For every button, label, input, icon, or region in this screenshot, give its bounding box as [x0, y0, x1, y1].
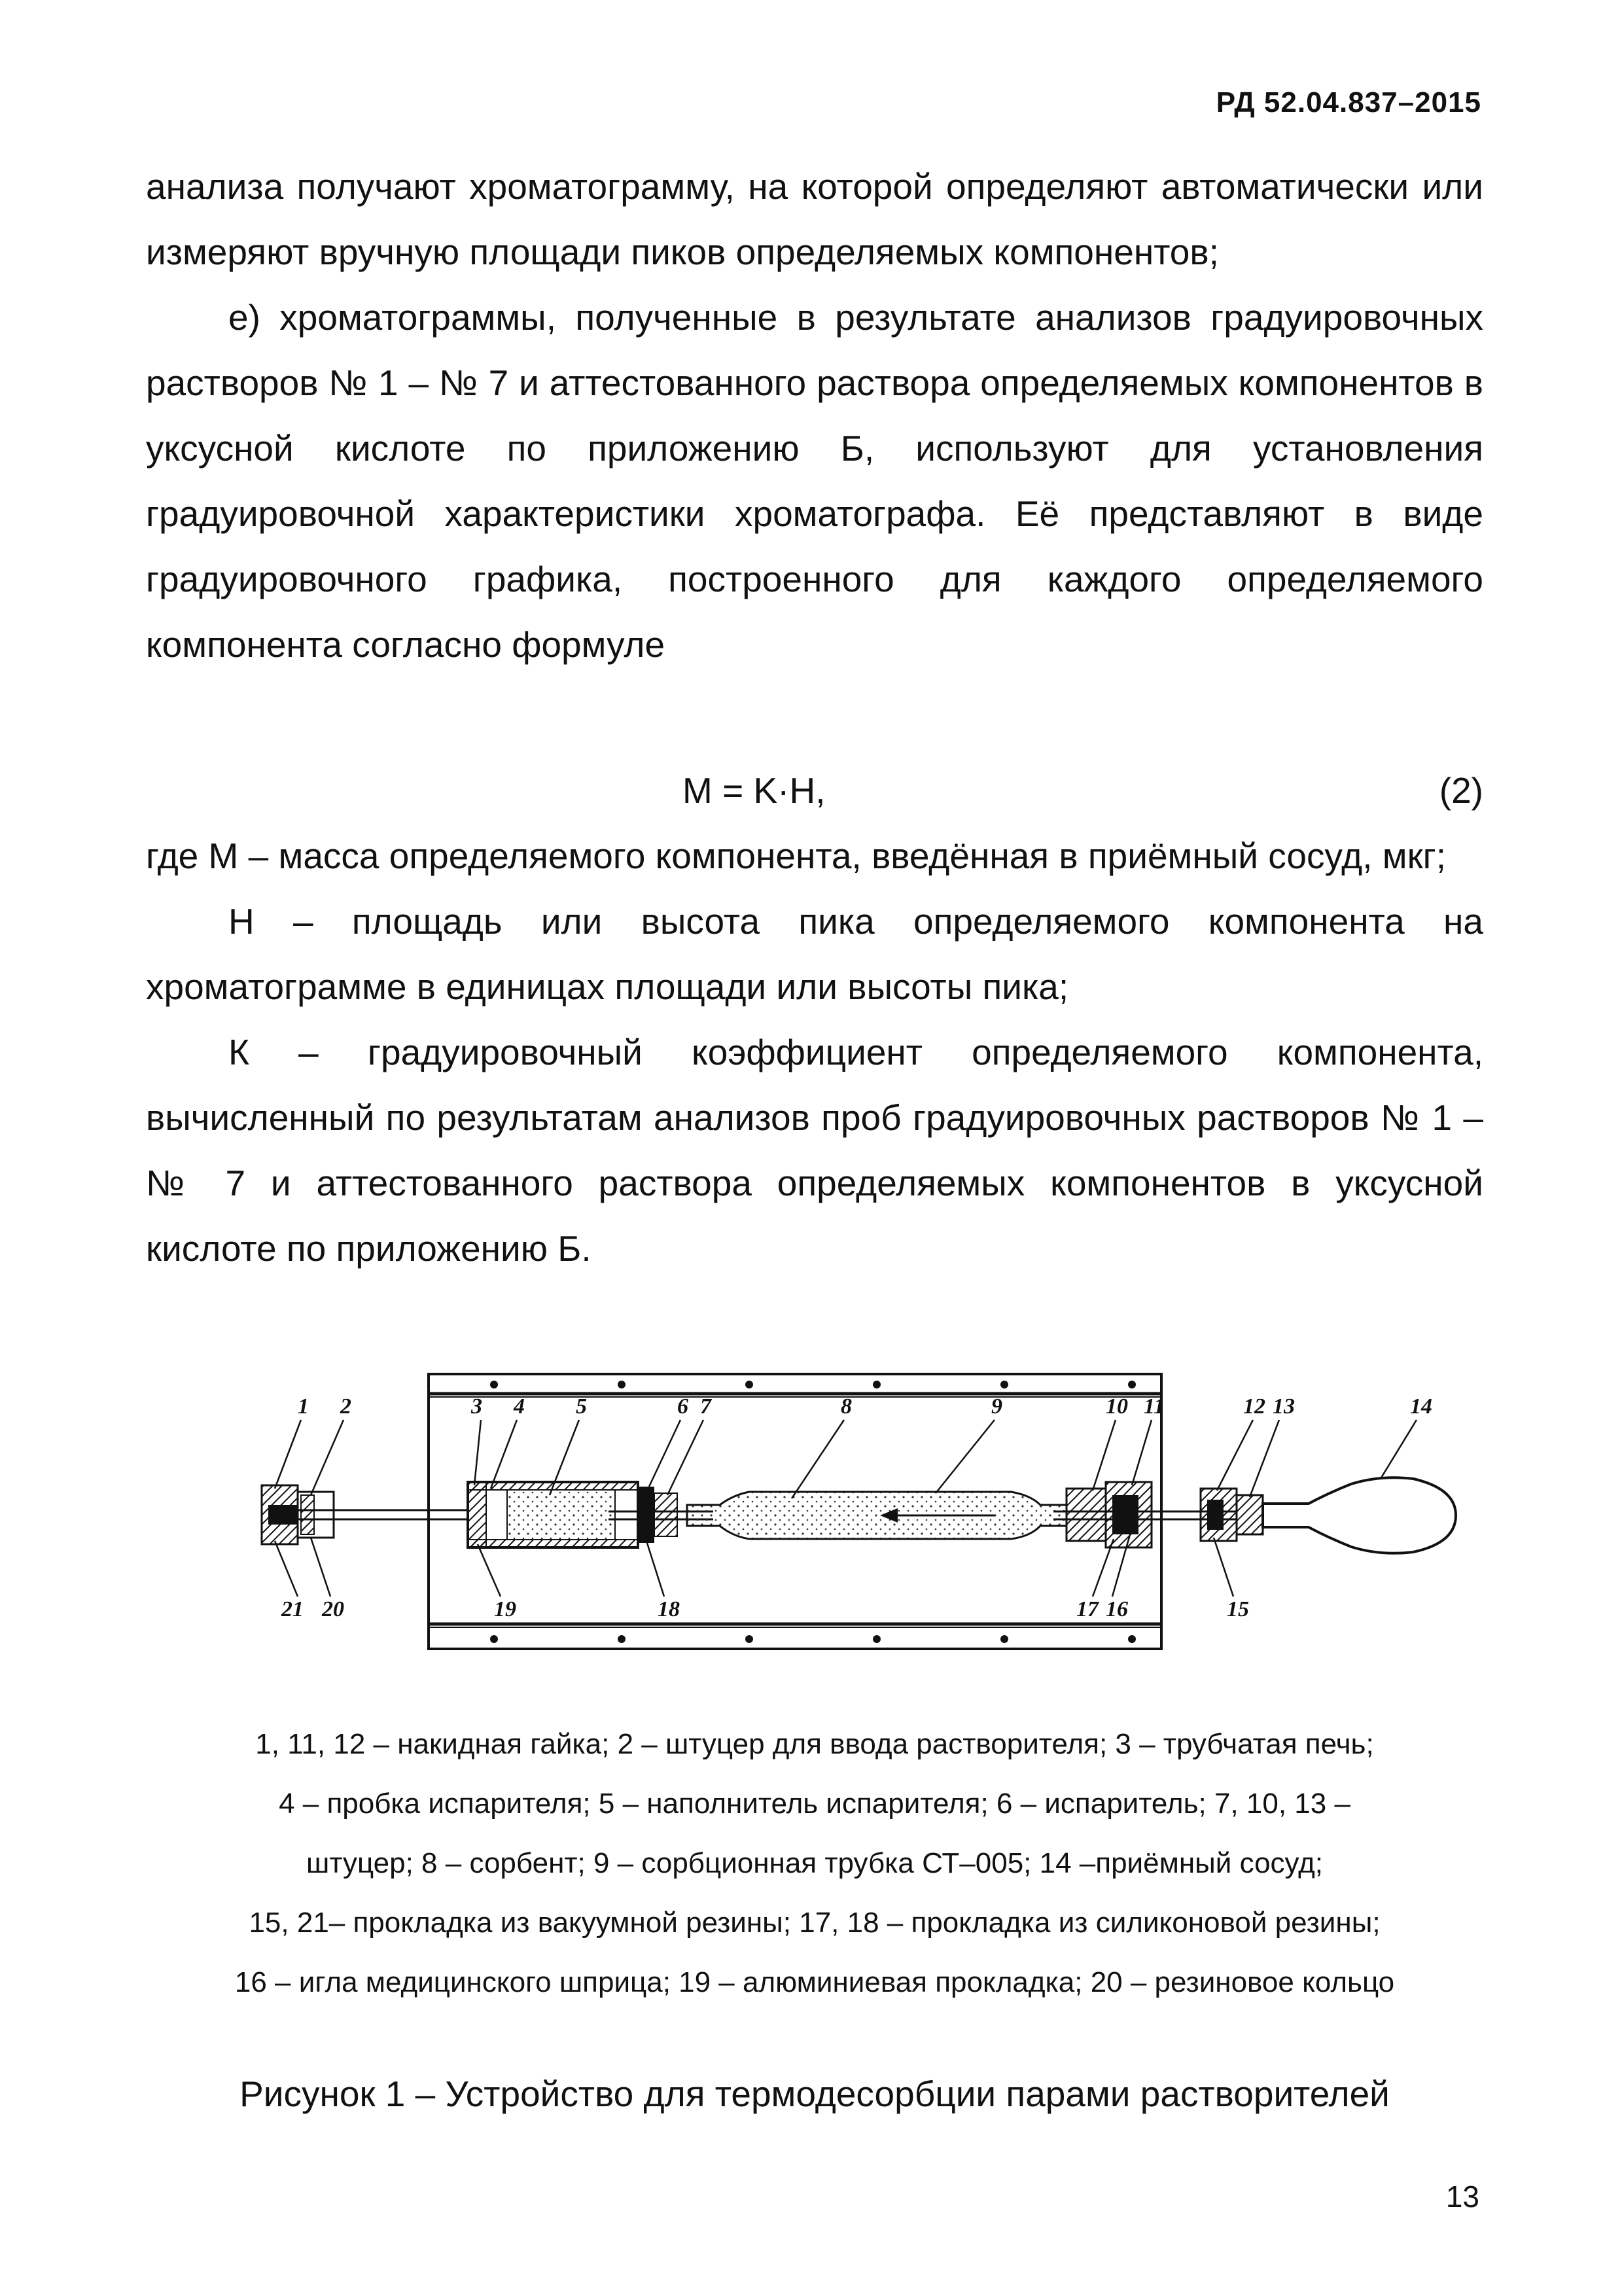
paragraph-continuation: анализа получают хроматограмму, на которой определяют автоматически или измеряют вручную площади пиков определяемых компонентов;	[146, 166, 1483, 272]
callout-5: 5	[576, 1394, 587, 1419]
callout-4: 4	[514, 1394, 525, 1419]
document-code: РД 52.04.837–2015	[1216, 86, 1481, 118]
callout-2: 2	[340, 1394, 351, 1419]
paragraph-item-e: е) хроматограммы, полученные в результате анализов градуировочных растворов № 1 – № 7 и аттестованного раствора определяемых компонентов в уксусной кислоте по приложению Б, используют для установления градуировочной характеристики хроматографа. Её представляют в виде градуировочного графика, построенного для каждого определяемого компонента согласно формуле	[146, 297, 1483, 665]
callout-12: 12	[1243, 1394, 1265, 1419]
callout-3: 3	[471, 1394, 482, 1419]
definition-k: К – градуировочный коэффициент определяемого компонента, вычисленный по результатам анализов проб градуировочных растворов № 1 – № 7 и аттестованного раствора определяемых компонентов в уксусной кислоте по приложению Б.	[146, 1032, 1483, 1269]
page-number: 13	[1445, 2180, 1479, 2214]
callout-6: 6	[677, 1394, 688, 1419]
definition-h: Н – площадь или высота пика определяемого компонента на хроматограмме в единицах площади или высоты пика;	[146, 901, 1483, 1007]
inlet-fitting	[262, 1485, 484, 1544]
figure-caption: Рисунок 1 – Устройство для термодесорбции парами растворителей	[239, 2074, 1390, 2114]
legend-line: 16 – игла медицинского шприца; 19 – алюминиевая прокладка; 20 – резиновое кольцо	[234, 1966, 1395, 1998]
callout-21: 21	[281, 1597, 304, 1621]
callout-14: 14	[1410, 1394, 1432, 1419]
callout-7: 7	[700, 1394, 711, 1419]
figure-thermodesorption-device	[150, 1348, 1479, 1714]
callout-19: 19	[494, 1597, 516, 1621]
callout-8: 8	[841, 1394, 852, 1419]
figure-legend	[146, 1714, 1483, 2012]
callout-9: 9	[991, 1394, 1002, 1419]
legend-line: 1, 11, 12 – накидная гайка; 2 – штуцер для ввода растворителя; 3 – трубчатая печь;	[255, 1728, 1374, 1760]
callout-17: 17	[1076, 1597, 1099, 1621]
device-drawing	[150, 1348, 1479, 1714]
callout-11: 11	[1144, 1394, 1165, 1419]
formula: M = K·H,	[682, 770, 826, 811]
callout-16: 16	[1106, 1597, 1128, 1621]
callout-13: 13	[1273, 1394, 1295, 1419]
callout-18: 18	[658, 1597, 680, 1621]
evaporator	[468, 1482, 713, 1547]
legend-line: 15, 21– прокладка из вакуумной резины; 17, 18 – прокладка из силиконовой резины;	[249, 1907, 1381, 1939]
callout-15: 15	[1227, 1597, 1249, 1621]
receiving-vessel	[1201, 1477, 1456, 1553]
body-text-definitions	[146, 823, 1483, 1281]
sorption-tube	[687, 1492, 1067, 1539]
callout-1: 1	[298, 1394, 309, 1419]
body-text-top	[146, 154, 1483, 677]
callout-10: 10	[1106, 1394, 1128, 1419]
definition-m: где М – масса определяемого компонента, введённая в приёмный сосуд, мкг;	[146, 836, 1447, 876]
legend-line: 4 – пробка испарителя; 5 – наполнитель испарителя; 6 – испаритель; 7, 10, 13 –	[279, 1788, 1350, 1820]
callout-20: 20	[322, 1597, 344, 1621]
formula-number: (2)	[1439, 770, 1483, 811]
legend-line: штуцер; 8 – сорбент; 9 – сорбционная трубка СТ–005; 14 –приёмный сосуд;	[306, 1847, 1323, 1879]
formula-row	[146, 758, 1483, 823]
